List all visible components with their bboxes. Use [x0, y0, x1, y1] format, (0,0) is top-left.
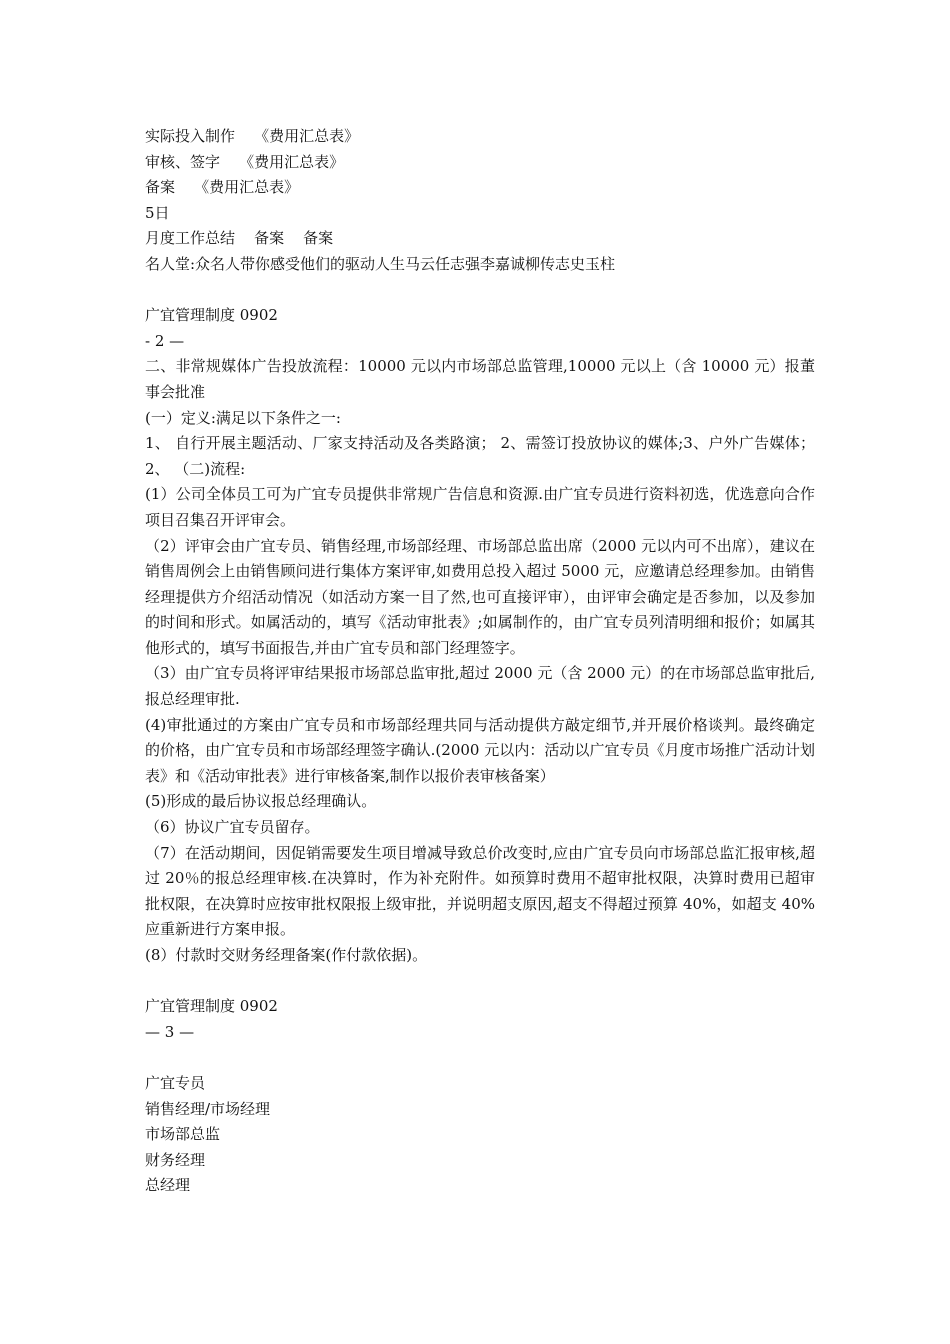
spacer [145, 969, 815, 995]
footer-title: 广宜管理制度 0902 [145, 306, 278, 325]
text-line: 实际投入制作 《费用汇总表》 [145, 127, 360, 145]
role-item: 财务经理 [145, 1150, 206, 1169]
process-step: （2）评审会由广宜专员、销售经理,市场部经理、市场部总监出席（2000 元以内可不出席），建议在销售周例会上由销售顾问进行集体方案评审,如费用总投入超过 5000 元，应邀请总经理参加。由销售经理提供方介绍活动情况（如活动方案一目了然,也可直接评审），由评审会确定是否参加，以及参加的时间和形式。如属活动的，填写《活动审批表》;如属制作的，由广宜专员列清明细和报价；如属其他形式的，填写书面报告,并由广宜专员和部门经理签字。 [145, 536, 815, 657]
process-step: (5)形成的最后协议报总经理确认。 [145, 792, 377, 811]
role-item: 广宜专员 [145, 1073, 206, 1092]
page-footer [145, 994, 815, 1045]
process-step: (8）付款时交财务经理备案(作付款依据)。 [145, 946, 428, 964]
text-line: 月度工作总结 备案 备案 [145, 229, 334, 248]
spacer [145, 1045, 815, 1071]
page-number: — 3 — [145, 1022, 195, 1041]
page-footer [145, 303, 815, 354]
document-page [145, 124, 815, 1199]
section-heading: 二、非常规媒体广告投放流程：10000 元以内市场部总监管理,10000 元以上（含 10000 元）报董事会批准 [145, 357, 815, 401]
role-item: 总经理 [145, 1176, 191, 1195]
role-item: 销售经理/市场经理 [145, 1099, 271, 1118]
role-list [145, 1071, 815, 1199]
text-line: 审核、签字 《费用汇总表》 [145, 152, 345, 171]
spacer [145, 278, 815, 304]
process-step: （6）协议广宜专员留存。 [145, 818, 320, 837]
footer-title: 广宜管理制度 0902 [145, 997, 278, 1016]
text-line: 备案 《费用汇总表》 [145, 178, 300, 197]
process-step: (1）公司全体员工可为广宜专员提供非常规广告信息和资源.由广宜专员进行资料初选，优选意向合作项目召集召开评审会。 [145, 485, 815, 529]
conditions-text: 1、 自行开展主题活动、厂家支持活动及各类路演； 2、需签订投放协议的媒体;3、户外广告媒体； 2、 （二)流程: [145, 434, 815, 478]
process-step: （7）在活动期间，因促销需要发生项目增减导致总价改变时,应由广宜专员向市场部总监汇报审核,超过 20％的报总经理审核.在决算时，作为补充附件。如预算时费用不超审批权限，决算时费用已超审批权限，在决算时应按审批权限报上级审批，并说明超支原因,超支不得超过预算 40%，如超支 40%应重新进行方案申报。 [145, 843, 815, 939]
definition-heading: (一）定义:满足以下条件之一: [145, 408, 341, 427]
process-step: (4)审批通过的方案由广宜专员和市场部经理共同与活动提供方敲定细节,并开展价格谈判。最终确定的价格，由广宜专员和市场部经理签字确认.(2000 元以内：活动以广宜专员《月度市场推广活动计划表》和《活动审批表》进行审核备案,制作以报价表审核备案） [145, 715, 815, 785]
process-step: （3）由广宜专员将评审结果报市场部总监审批,超过 2000 元（含 2000 元）的在市场部总监审批后,报总经理审批. [145, 664, 815, 709]
text-line: 名人堂:众名人带你感受他们的驱动人生马云任志强李嘉诚柳传志史玉柱 [145, 254, 616, 273]
summary-block [145, 124, 815, 278]
text-line: 5日 [145, 203, 170, 222]
role-item: 市场部总监 [145, 1125, 221, 1144]
page-number: - 2 — [145, 331, 185, 350]
section-nonstandard-media [145, 354, 815, 968]
